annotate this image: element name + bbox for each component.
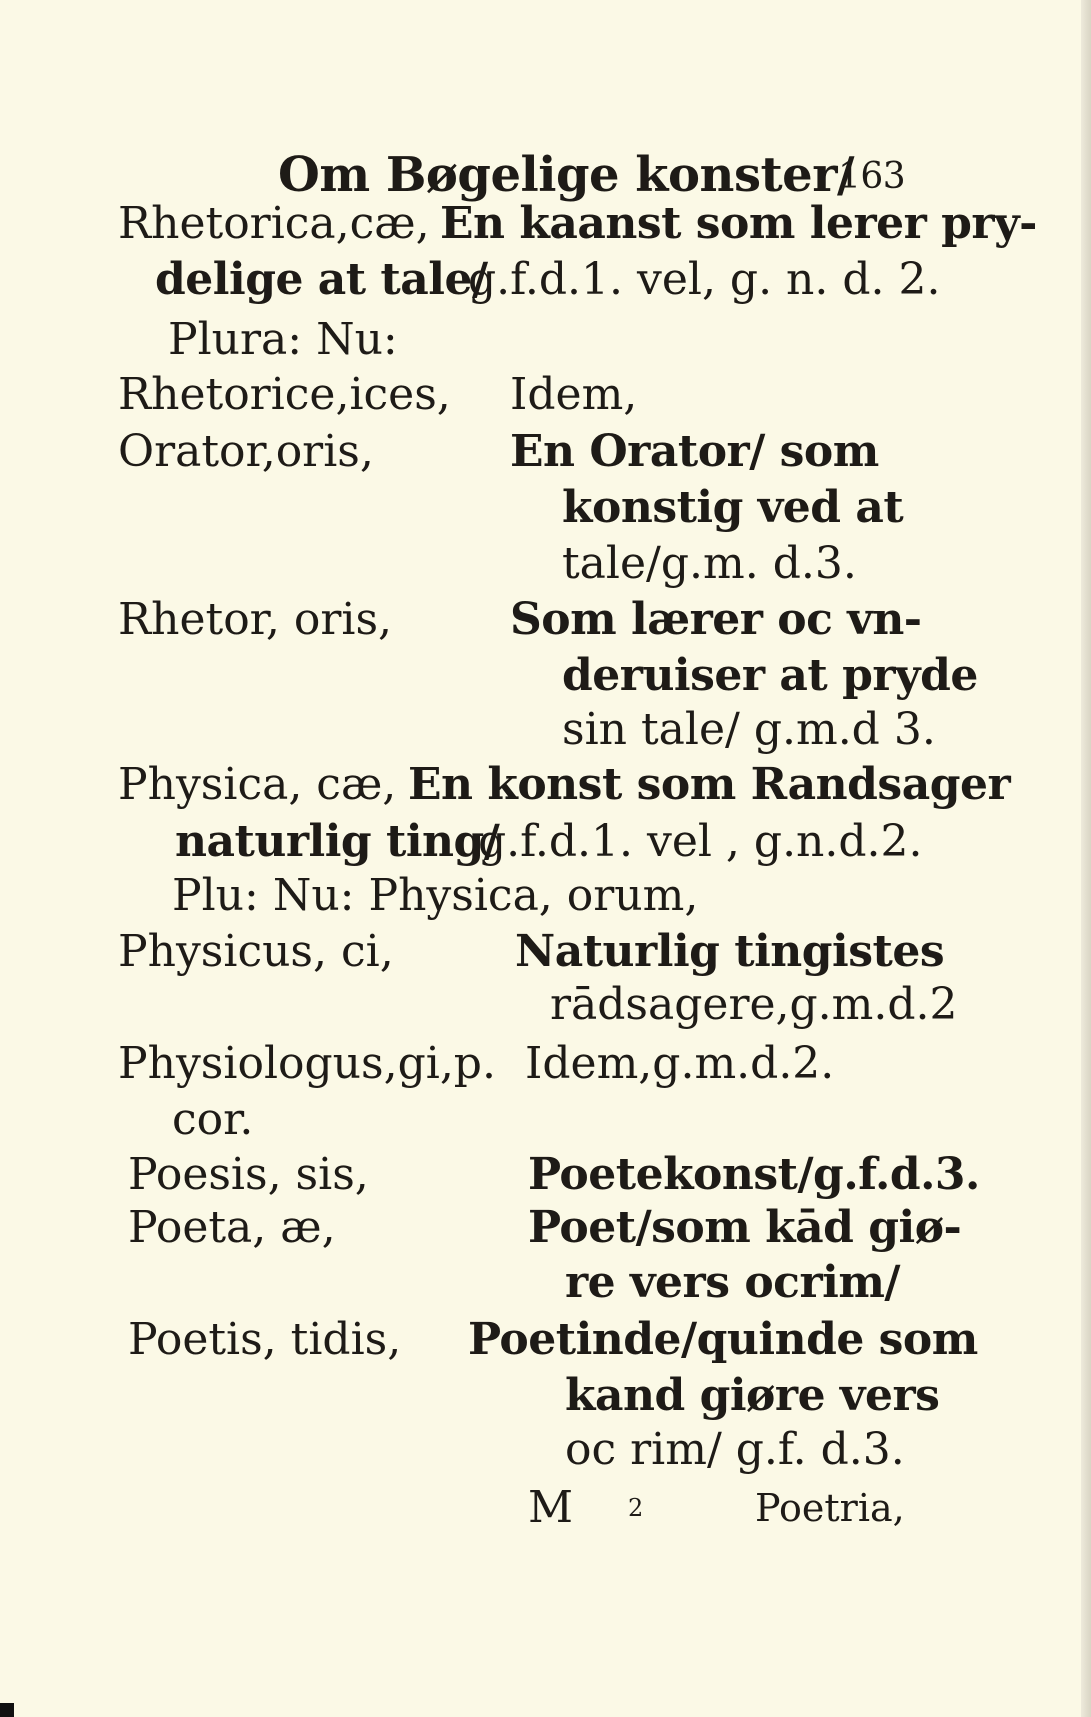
- gloss-poetis-cont1: kand giøre vers: [565, 1370, 940, 1421]
- gloss-physicus-cont: rādsagere,g.m.d.2: [550, 979, 958, 1030]
- gloss-poeta-cont: re vers ocrim/: [565, 1257, 900, 1308]
- headword-poetis: Poetis, tidis,: [128, 1314, 402, 1365]
- headword-rhetorica: Rhetorica,cæ,: [118, 198, 430, 249]
- headword-physiologus-cont: cor.: [172, 1094, 254, 1145]
- gloss-rhetorice: Idem,: [510, 369, 638, 420]
- headword-poesis: Poesis, sis,: [128, 1149, 369, 1200]
- gloss-rhetor-cont1: deruiser at pryde: [562, 650, 978, 701]
- gloss-rhetorica-cont: delige at tale/: [155, 254, 488, 305]
- gloss-rhetor: Som lærer oc vn-: [510, 594, 922, 645]
- gloss-orator-cont1: konstig ved at: [562, 482, 904, 533]
- headword-physica: Physica, cæ,: [118, 759, 397, 810]
- gloss-physicus: Naturlig tingistes: [515, 926, 945, 977]
- grammar-physica: g.f.d.1. vel , g.n.d.2.: [478, 816, 923, 867]
- signature-mark: M: [528, 1482, 574, 1533]
- catchword: Poetria,: [755, 1486, 905, 1530]
- corner-mark: [0, 1703, 14, 1717]
- gloss-physiologus: Idem,g.m.d.2.: [525, 1038, 835, 1089]
- headword-physiologus: Physiologus,gi,p.: [118, 1038, 496, 1089]
- page-edge: [1081, 0, 1091, 1717]
- headword-rhetor: Rhetor, oris,: [118, 594, 393, 645]
- gloss-rhetor-cont2: sin tale/ g.m.d 3.: [562, 704, 936, 755]
- headword-poeta: Poeta, æ,: [128, 1202, 336, 1253]
- page-number: 163: [838, 156, 906, 197]
- gloss-orator: En Orator/ som: [510, 426, 879, 477]
- gloss-physica-cont: naturlig ting/: [175, 816, 500, 867]
- gloss-orator-cont2: tale/g.m. d.3.: [562, 538, 857, 589]
- gloss-rhetorica: En kaanst som lerer pry-: [440, 198, 1037, 249]
- headword-orator: Orator,oris,: [118, 426, 374, 477]
- gloss-physica: En konst som Randsager: [408, 759, 1011, 810]
- gloss-poetis: Poetinde/quinde som: [468, 1314, 978, 1365]
- headword-rhetorice: Rhetorice,ices,: [118, 369, 451, 420]
- headword-physicus: Physicus, ci,: [118, 926, 394, 977]
- gloss-poesis: Poetekonst/g.f.d.3.: [528, 1149, 980, 1200]
- gloss-poetis-cont2: oc rim/ g.f. d.3.: [565, 1424, 905, 1475]
- plural-note: Plura: Nu:: [168, 314, 398, 365]
- gloss-poeta: Poet/som kād giø-: [528, 1202, 962, 1253]
- running-head-title: Om Bøgelige konster/: [278, 147, 855, 203]
- signature-number: 2: [628, 1494, 644, 1522]
- plural-physica: Plu: Nu: Physica, orum,: [172, 870, 699, 921]
- grammar-rhetorica: g.f.d.1. vel, g. n. d. 2.: [468, 254, 941, 305]
